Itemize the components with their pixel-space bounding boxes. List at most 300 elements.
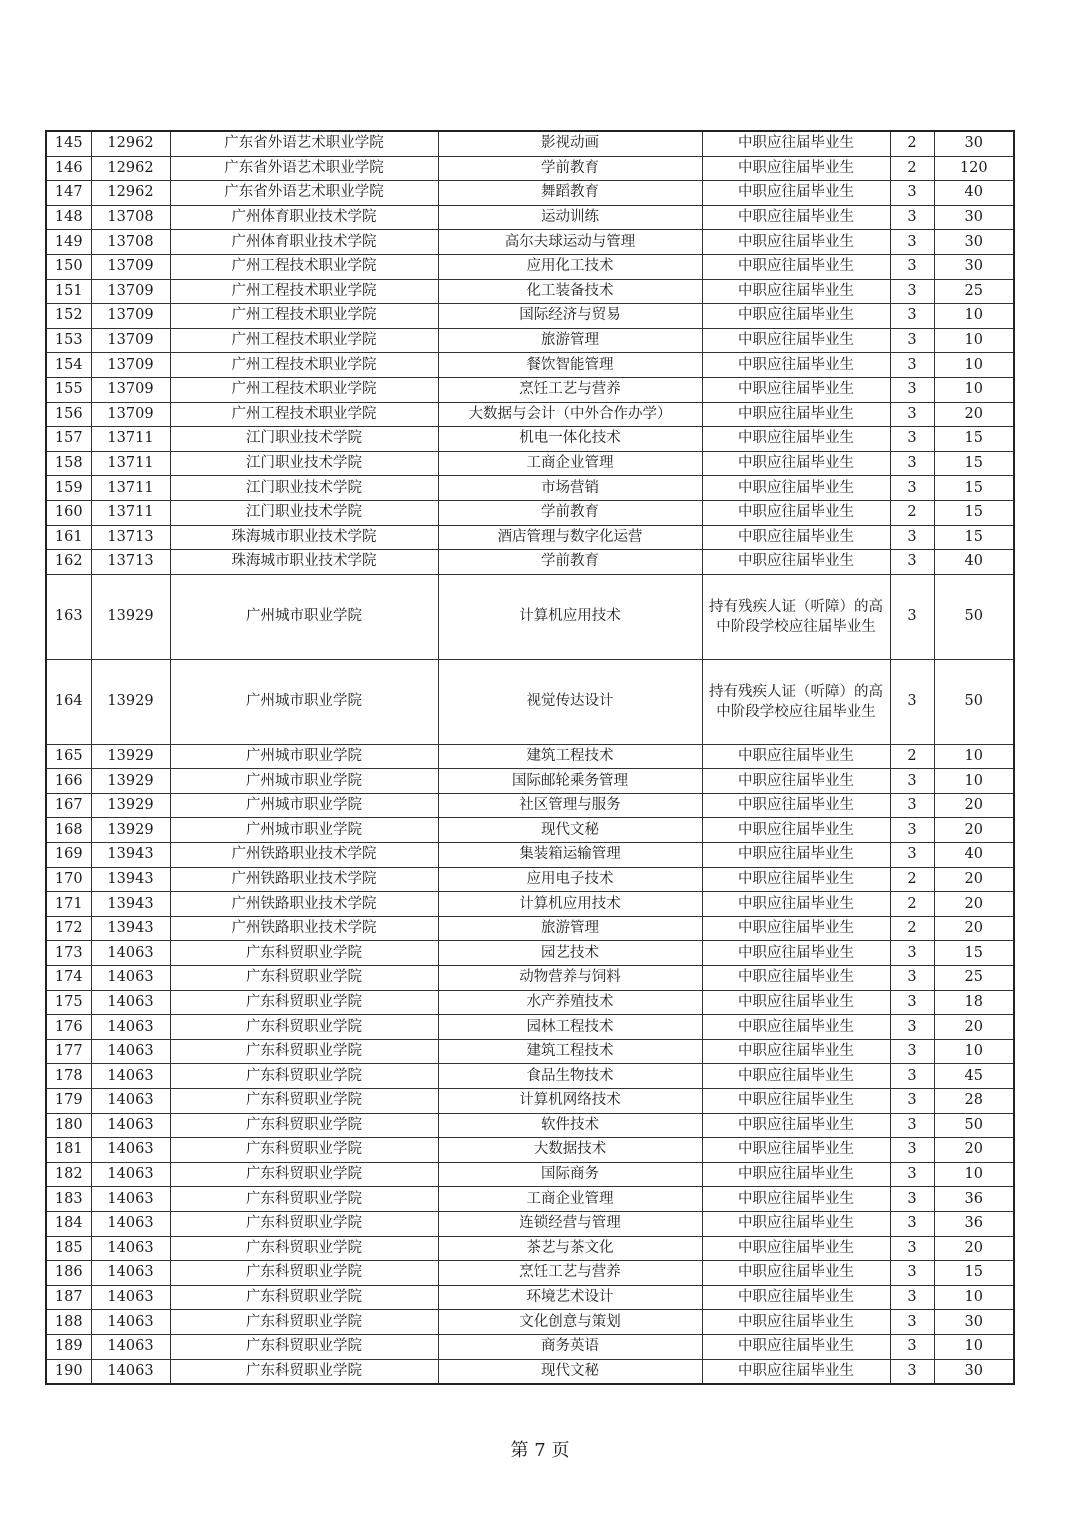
row-number-cell: 179 <box>46 1089 91 1114</box>
page-number: 第 7 页 <box>510 1440 570 1461</box>
institution-name-cell: 广州工程技术职业学院 <box>170 402 438 427</box>
institution-code-cell: 13709 <box>91 377 170 402</box>
major-name-cell: 软件技术 <box>438 1113 702 1138</box>
table-row <box>46 525 1014 550</box>
institution-code-cell: 13929 <box>91 769 170 794</box>
study-years-cell: 3 <box>890 1285 934 1310</box>
major-name-cell: 旅游管理 <box>438 916 702 941</box>
quota-cell: 10 <box>934 1285 1014 1310</box>
enrollment-target-cell: 中职应往届毕业生 <box>702 230 890 255</box>
major-name-cell: 学前教育 <box>438 550 702 575</box>
enrollment-target-cell: 中职应往届毕业生 <box>702 451 890 476</box>
study-years-cell: 3 <box>890 451 934 476</box>
enrollment-target-cell: 中职应往届毕业生 <box>702 131 890 156</box>
institution-code-cell: 13713 <box>91 550 170 575</box>
quota-cell: 10 <box>934 328 1014 353</box>
institution-name-cell: 广州城市职业学院 <box>170 769 438 794</box>
institution-code-cell: 13709 <box>91 254 170 279</box>
enrollment-table <box>45 130 1015 1385</box>
quota-cell: 30 <box>934 205 1014 230</box>
quota-cell: 30 <box>934 1359 1014 1384</box>
study-years-cell: 3 <box>890 254 934 279</box>
table-row <box>46 1064 1014 1089</box>
major-name-cell: 食品生物技术 <box>438 1064 702 1089</box>
enrollment-target-cell: 中职应往届毕业生 <box>702 1138 890 1163</box>
quota-cell: 15 <box>934 941 1014 966</box>
row-number-cell: 151 <box>46 279 91 304</box>
study-years-cell: 3 <box>890 843 934 868</box>
enrollment-target-cell: 中职应往届毕业生 <box>702 843 890 868</box>
quota-cell: 20 <box>934 402 1014 427</box>
institution-name-cell: 广东科贸职业学院 <box>170 1039 438 1064</box>
table-row <box>46 941 1014 966</box>
institution-code-cell: 13929 <box>91 744 170 769</box>
quota-cell: 50 <box>934 574 1014 659</box>
quota-cell: 30 <box>934 254 1014 279</box>
institution-name-cell: 广东科贸职业学院 <box>170 941 438 966</box>
enrollment-target-cell: 中职应往届毕业生 <box>702 1039 890 1064</box>
study-years-cell: 3 <box>890 402 934 427</box>
institution-name-cell: 广州铁路职业技术学院 <box>170 892 438 917</box>
major-name-cell: 国际邮轮乘务管理 <box>438 769 702 794</box>
table-row <box>46 181 1014 206</box>
table-row <box>46 279 1014 304</box>
enrollment-target-cell: 中职应往届毕业生 <box>702 990 890 1015</box>
study-years-cell: 3 <box>890 1187 934 1212</box>
major-name-cell: 国际商务 <box>438 1162 702 1187</box>
institution-code-cell: 14063 <box>91 1113 170 1138</box>
row-number-cell: 185 <box>46 1236 91 1261</box>
study-years-cell: 3 <box>890 1015 934 1040</box>
table-row <box>46 1359 1014 1384</box>
institution-name-cell: 广州城市职业学院 <box>170 744 438 769</box>
institution-name-cell: 广州城市职业学院 <box>170 659 438 744</box>
table-row <box>46 1285 1014 1310</box>
row-number-cell: 175 <box>46 990 91 1015</box>
row-number-cell: 168 <box>46 818 91 843</box>
institution-code-cell: 13943 <box>91 892 170 917</box>
study-years-cell: 3 <box>890 1064 934 1089</box>
row-number-cell: 176 <box>46 1015 91 1040</box>
table-row <box>46 818 1014 843</box>
institution-name-cell: 江门职业技术学院 <box>170 476 438 501</box>
institution-code-cell: 14063 <box>91 990 170 1015</box>
enrollment-target-cell: 中职应往届毕业生 <box>702 1187 890 1212</box>
enrollment-target-cell: 中职应往届毕业生 <box>702 867 890 892</box>
major-name-cell: 餐饮智能管理 <box>438 353 702 378</box>
table-row <box>46 1113 1014 1138</box>
row-number-cell: 161 <box>46 525 91 550</box>
row-number-cell: 177 <box>46 1039 91 1064</box>
table-row <box>46 990 1014 1015</box>
row-number-cell: 149 <box>46 230 91 255</box>
study-years-cell: 2 <box>890 500 934 525</box>
table-row <box>46 1138 1014 1163</box>
major-name-cell: 烹饪工艺与营养 <box>438 377 702 402</box>
row-number-cell: 171 <box>46 892 91 917</box>
institution-code-cell: 12962 <box>91 181 170 206</box>
quota-cell: 50 <box>934 1113 1014 1138</box>
quota-cell: 30 <box>934 1310 1014 1335</box>
quota-cell: 30 <box>934 230 1014 255</box>
institution-code-cell: 13943 <box>91 916 170 941</box>
table-row <box>46 156 1014 181</box>
institution-name-cell: 广东科贸职业学院 <box>170 1261 438 1286</box>
institution-name-cell: 广州工程技术职业学院 <box>170 279 438 304</box>
enrollment-target-cell: 中职应往届毕业生 <box>702 1089 890 1114</box>
study-years-cell: 2 <box>890 744 934 769</box>
quota-cell: 40 <box>934 181 1014 206</box>
enrollment-target-cell: 中职应往届毕业生 <box>702 328 890 353</box>
table-body <box>46 131 1014 1384</box>
institution-code-cell: 13711 <box>91 451 170 476</box>
quota-cell: 30 <box>934 131 1014 156</box>
study-years-cell: 3 <box>890 966 934 991</box>
major-name-cell: 化工装备技术 <box>438 279 702 304</box>
table-row <box>46 131 1014 156</box>
enrollment-target-cell: 持有残疾人证（听障）的高中阶段学校应往届毕业生 <box>702 659 890 744</box>
institution-code-cell: 14063 <box>91 966 170 991</box>
study-years-cell: 2 <box>890 156 934 181</box>
enrollment-target-cell: 中职应往届毕业生 <box>702 476 890 501</box>
enrollment-target-cell: 中职应往届毕业生 <box>702 818 890 843</box>
study-years-cell: 3 <box>890 1162 934 1187</box>
major-name-cell: 茶艺与茶文化 <box>438 1236 702 1261</box>
row-number-cell: 174 <box>46 966 91 991</box>
study-years-cell: 3 <box>890 1089 934 1114</box>
row-number-cell: 162 <box>46 550 91 575</box>
quota-cell: 15 <box>934 500 1014 525</box>
enrollment-target-cell: 中职应往届毕业生 <box>702 1334 890 1359</box>
institution-name-cell: 广州工程技术职业学院 <box>170 328 438 353</box>
row-number-cell: 166 <box>46 769 91 794</box>
major-name-cell: 集装箱运输管理 <box>438 843 702 868</box>
institution-name-cell: 江门职业技术学院 <box>170 500 438 525</box>
quota-cell: 20 <box>934 916 1014 941</box>
enrollment-target-cell: 中职应往届毕业生 <box>702 1064 890 1089</box>
quota-cell: 28 <box>934 1089 1014 1114</box>
quota-cell: 10 <box>934 377 1014 402</box>
quota-cell: 20 <box>934 867 1014 892</box>
row-number-cell: 183 <box>46 1187 91 1212</box>
enrollment-target-cell: 中职应往届毕业生 <box>702 1359 890 1384</box>
study-years-cell: 3 <box>890 550 934 575</box>
institution-code-cell: 13929 <box>91 818 170 843</box>
major-name-cell: 高尔夫球运动与管理 <box>438 230 702 255</box>
row-number-cell: 178 <box>46 1064 91 1089</box>
major-name-cell: 商务英语 <box>438 1334 702 1359</box>
table-row <box>46 1211 1014 1236</box>
table-row <box>46 793 1014 818</box>
row-number-cell: 155 <box>46 377 91 402</box>
table-row <box>46 744 1014 769</box>
institution-code-cell: 14063 <box>91 1064 170 1089</box>
enrollment-target-cell: 中职应往届毕业生 <box>702 1236 890 1261</box>
institution-name-cell: 广东科贸职业学院 <box>170 1187 438 1212</box>
enrollment-target-cell: 中职应往届毕业生 <box>702 892 890 917</box>
enrollment-target-cell: 中职应往届毕业生 <box>702 1015 890 1040</box>
study-years-cell: 3 <box>890 328 934 353</box>
table-row <box>46 500 1014 525</box>
row-number-cell: 189 <box>46 1334 91 1359</box>
institution-code-cell: 13711 <box>91 427 170 452</box>
institution-name-cell: 广东科贸职业学院 <box>170 1015 438 1040</box>
quota-cell: 15 <box>934 1261 1014 1286</box>
enrollment-target-cell: 中职应往届毕业生 <box>702 377 890 402</box>
study-years-cell: 3 <box>890 1261 934 1286</box>
study-years-cell: 3 <box>890 1310 934 1335</box>
enrollment-target-cell: 中职应往届毕业生 <box>702 156 890 181</box>
institution-code-cell: 13709 <box>91 353 170 378</box>
table-row <box>46 1187 1014 1212</box>
institution-code-cell: 13708 <box>91 205 170 230</box>
row-number-cell: 167 <box>46 793 91 818</box>
table-row <box>46 1039 1014 1064</box>
row-number-cell: 180 <box>46 1113 91 1138</box>
major-name-cell: 建筑工程技术 <box>438 744 702 769</box>
institution-name-cell: 广州工程技术职业学院 <box>170 254 438 279</box>
quota-cell: 20 <box>934 1236 1014 1261</box>
major-name-cell: 运动训练 <box>438 205 702 230</box>
row-number-cell: 156 <box>46 402 91 427</box>
major-name-cell: 旅游管理 <box>438 328 702 353</box>
institution-code-cell: 14063 <box>91 1015 170 1040</box>
row-number-cell: 159 <box>46 476 91 501</box>
row-number-cell: 184 <box>46 1211 91 1236</box>
major-name-cell: 建筑工程技术 <box>438 1039 702 1064</box>
enrollment-target-cell: 中职应往届毕业生 <box>702 181 890 206</box>
row-number-cell: 169 <box>46 843 91 868</box>
quota-cell: 10 <box>934 353 1014 378</box>
institution-name-cell: 广东科贸职业学院 <box>170 966 438 991</box>
row-number-cell: 181 <box>46 1138 91 1163</box>
study-years-cell: 3 <box>890 818 934 843</box>
institution-code-cell: 14063 <box>91 1334 170 1359</box>
quota-cell: 20 <box>934 818 1014 843</box>
institution-code-cell: 14063 <box>91 941 170 966</box>
institution-name-cell: 广州工程技术职业学院 <box>170 377 438 402</box>
study-years-cell: 3 <box>890 279 934 304</box>
institution-code-cell: 12962 <box>91 131 170 156</box>
institution-code-cell: 14063 <box>91 1138 170 1163</box>
enrollment-target-cell: 中职应往届毕业生 <box>702 205 890 230</box>
institution-code-cell: 13713 <box>91 525 170 550</box>
study-years-cell: 3 <box>890 793 934 818</box>
enrollment-target-cell: 中职应往届毕业生 <box>702 966 890 991</box>
enrollment-target-cell: 中职应往届毕业生 <box>702 941 890 966</box>
major-name-cell: 现代文秘 <box>438 818 702 843</box>
study-years-cell: 3 <box>890 230 934 255</box>
major-name-cell: 现代文秘 <box>438 1359 702 1384</box>
table-row <box>46 1310 1014 1335</box>
enrollment-target-cell: 中职应往届毕业生 <box>702 1310 890 1335</box>
major-name-cell: 机电一体化技术 <box>438 427 702 452</box>
study-years-cell: 3 <box>890 941 934 966</box>
enrollment-target-cell: 中职应往届毕业生 <box>702 254 890 279</box>
study-years-cell: 3 <box>890 525 934 550</box>
study-years-cell: 3 <box>890 476 934 501</box>
row-number-cell: 182 <box>46 1162 91 1187</box>
institution-code-cell: 13709 <box>91 328 170 353</box>
table-row <box>46 254 1014 279</box>
quota-cell: 25 <box>934 966 1014 991</box>
institution-name-cell: 广东科贸职业学院 <box>170 1359 438 1384</box>
quota-cell: 36 <box>934 1211 1014 1236</box>
row-number-cell: 152 <box>46 304 91 329</box>
row-number-cell: 145 <box>46 131 91 156</box>
institution-name-cell: 广州铁路职业技术学院 <box>170 916 438 941</box>
quota-cell: 10 <box>934 1162 1014 1187</box>
quota-cell: 36 <box>934 1187 1014 1212</box>
institution-name-cell: 广东科贸职业学院 <box>170 990 438 1015</box>
institution-code-cell: 14063 <box>91 1359 170 1384</box>
quota-cell: 20 <box>934 1015 1014 1040</box>
table-row <box>46 1162 1014 1187</box>
quota-cell: 50 <box>934 659 1014 744</box>
institution-name-cell: 广州城市职业学院 <box>170 818 438 843</box>
study-years-cell: 2 <box>890 131 934 156</box>
enrollment-target-cell: 中职应往届毕业生 <box>702 1113 890 1138</box>
table-row <box>46 230 1014 255</box>
quota-cell: 45 <box>934 1064 1014 1089</box>
major-name-cell: 工商企业管理 <box>438 1187 702 1212</box>
study-years-cell: 2 <box>890 892 934 917</box>
institution-name-cell: 广州城市职业学院 <box>170 574 438 659</box>
institution-name-cell: 广州工程技术职业学院 <box>170 304 438 329</box>
institution-code-cell: 14063 <box>91 1211 170 1236</box>
quota-cell: 10 <box>934 744 1014 769</box>
major-name-cell: 计算机网络技术 <box>438 1089 702 1114</box>
institution-name-cell: 广东科贸职业学院 <box>170 1064 438 1089</box>
quota-cell: 40 <box>934 843 1014 868</box>
institution-name-cell: 珠海城市职业技术学院 <box>170 525 438 550</box>
row-number-cell: 148 <box>46 205 91 230</box>
institution-name-cell: 广东科贸职业学院 <box>170 1138 438 1163</box>
quota-cell: 15 <box>934 451 1014 476</box>
institution-code-cell: 13929 <box>91 793 170 818</box>
enrollment-target-cell: 中职应往届毕业生 <box>702 793 890 818</box>
institution-code-cell: 14063 <box>91 1236 170 1261</box>
quota-cell: 15 <box>934 476 1014 501</box>
quota-cell: 10 <box>934 1039 1014 1064</box>
quota-cell: 18 <box>934 990 1014 1015</box>
enrollment-target-cell: 中职应往届毕业生 <box>702 550 890 575</box>
institution-code-cell: 14063 <box>91 1162 170 1187</box>
study-years-cell: 3 <box>890 1334 934 1359</box>
study-years-cell: 3 <box>890 1359 934 1384</box>
enrollment-target-cell: 中职应往届毕业生 <box>702 304 890 329</box>
study-years-cell: 3 <box>890 1039 934 1064</box>
institution-code-cell: 12962 <box>91 156 170 181</box>
table-row <box>46 550 1014 575</box>
table-row <box>46 353 1014 378</box>
quota-cell: 10 <box>934 769 1014 794</box>
major-name-cell: 舞蹈教育 <box>438 181 702 206</box>
table-row <box>46 1015 1014 1040</box>
enrollment-target-cell: 中职应往届毕业生 <box>702 744 890 769</box>
enrollment-target-cell: 中职应往届毕业生 <box>702 427 890 452</box>
quota-cell: 15 <box>934 525 1014 550</box>
major-name-cell: 国际经济与贸易 <box>438 304 702 329</box>
table-row <box>46 427 1014 452</box>
study-years-cell: 3 <box>890 353 934 378</box>
major-name-cell: 烹饪工艺与营养 <box>438 1261 702 1286</box>
study-years-cell: 3 <box>890 574 934 659</box>
institution-name-cell: 广州体育职业技术学院 <box>170 230 438 255</box>
table-row <box>46 1089 1014 1114</box>
row-number-cell: 164 <box>46 659 91 744</box>
major-name-cell: 动物营养与饲料 <box>438 966 702 991</box>
institution-code-cell: 13709 <box>91 402 170 427</box>
institution-name-cell: 广东科贸职业学院 <box>170 1310 438 1335</box>
enrollment-target-cell: 中职应往届毕业生 <box>702 769 890 794</box>
table-row <box>46 205 1014 230</box>
row-number-cell: 165 <box>46 744 91 769</box>
enrollment-target-cell: 中职应往届毕业生 <box>702 1211 890 1236</box>
major-name-cell: 应用电子技术 <box>438 867 702 892</box>
major-name-cell: 影视动画 <box>438 131 702 156</box>
row-number-cell: 170 <box>46 867 91 892</box>
table-row <box>46 916 1014 941</box>
major-name-cell: 市场营销 <box>438 476 702 501</box>
row-number-cell: 158 <box>46 451 91 476</box>
institution-name-cell: 广州城市职业学院 <box>170 793 438 818</box>
row-number-cell: 187 <box>46 1285 91 1310</box>
study-years-cell: 3 <box>890 377 934 402</box>
institution-code-cell: 13929 <box>91 574 170 659</box>
quota-cell: 15 <box>934 427 1014 452</box>
major-name-cell: 计算机应用技术 <box>438 574 702 659</box>
institution-code-cell: 13709 <box>91 304 170 329</box>
institution-name-cell: 广州体育职业技术学院 <box>170 205 438 230</box>
enrollment-target-cell: 持有残疾人证（听障）的高中阶段学校应往届毕业生 <box>702 574 890 659</box>
institution-name-cell: 广东科贸职业学院 <box>170 1236 438 1261</box>
institution-code-cell: 14063 <box>91 1285 170 1310</box>
table-row <box>46 659 1014 744</box>
row-number-cell: 190 <box>46 1359 91 1384</box>
table-row <box>46 304 1014 329</box>
enrollment-target-cell: 中职应往届毕业生 <box>702 1261 890 1286</box>
study-years-cell: 3 <box>890 990 934 1015</box>
institution-name-cell: 广东省外语艺术职业学院 <box>170 131 438 156</box>
enrollment-target-cell: 中职应往届毕业生 <box>702 1162 890 1187</box>
major-name-cell: 大数据技术 <box>438 1138 702 1163</box>
study-years-cell: 3 <box>890 427 934 452</box>
quota-cell: 10 <box>934 304 1014 329</box>
row-number-cell: 146 <box>46 156 91 181</box>
row-number-cell: 150 <box>46 254 91 279</box>
major-name-cell: 工商企业管理 <box>438 451 702 476</box>
quota-cell: 120 <box>934 156 1014 181</box>
row-number-cell: 172 <box>46 916 91 941</box>
table-row <box>46 843 1014 868</box>
institution-name-cell: 广州铁路职业技术学院 <box>170 867 438 892</box>
study-years-cell: 3 <box>890 1138 934 1163</box>
institution-code-cell: 13943 <box>91 867 170 892</box>
study-years-cell: 3 <box>890 1236 934 1261</box>
enrollment-target-cell: 中职应往届毕业生 <box>702 500 890 525</box>
study-years-cell: 3 <box>890 769 934 794</box>
row-number-cell: 173 <box>46 941 91 966</box>
table-row <box>46 892 1014 917</box>
institution-name-cell: 广东科贸职业学院 <box>170 1211 438 1236</box>
institution-code-cell: 14063 <box>91 1187 170 1212</box>
enrollment-target-cell: 中职应往届毕业生 <box>702 279 890 304</box>
major-name-cell: 视觉传达设计 <box>438 659 702 744</box>
major-name-cell: 计算机应用技术 <box>438 892 702 917</box>
major-name-cell: 园林工程技术 <box>438 1015 702 1040</box>
institution-name-cell: 江门职业技术学院 <box>170 427 438 452</box>
